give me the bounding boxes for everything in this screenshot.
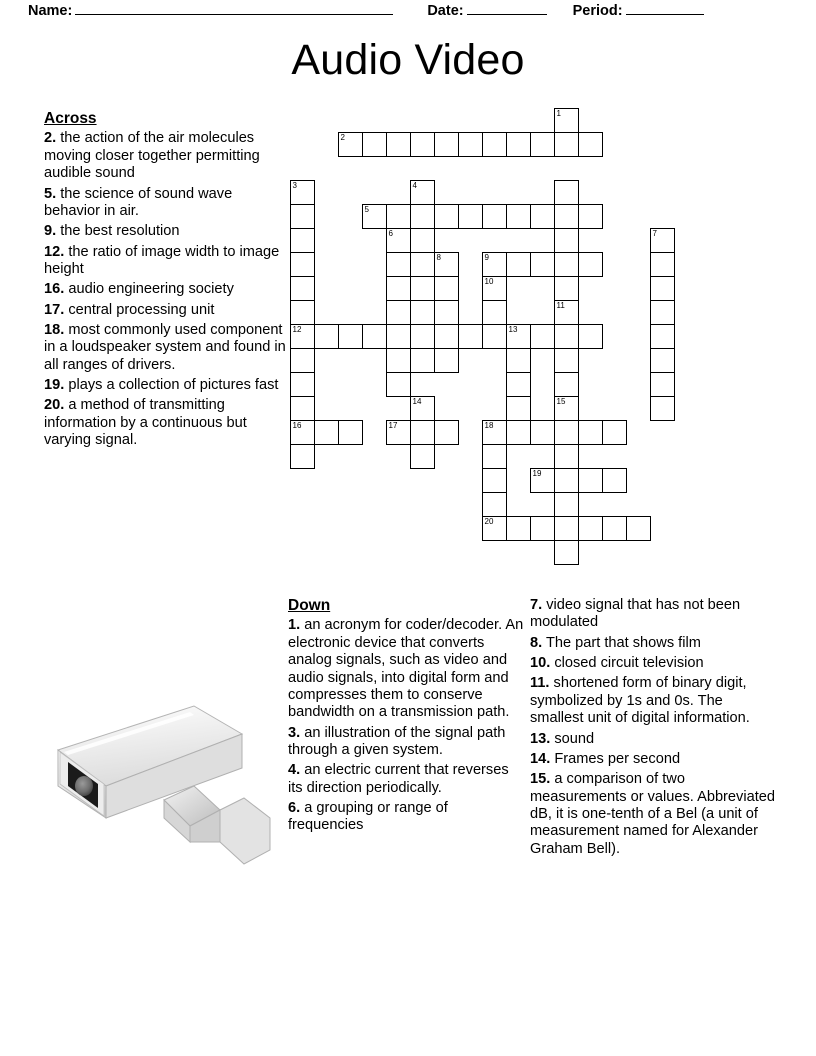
crossword-cell[interactable] [554,468,579,493]
down-clue [530,655,775,672]
across-clue [44,302,286,319]
down-clue [288,800,524,835]
cell-number: 3 [292,181,297,190]
clue-number: 8. [530,634,543,651]
crossword-cell[interactable] [506,132,531,157]
down-clue [530,675,775,727]
crossword-cell[interactable] [602,468,627,493]
clue-text: a grouping or range of frequencies [288,800,448,834]
crossword-cell[interactable] [554,132,579,157]
crossword-cell[interactable] [530,252,555,277]
crossword-cell[interactable] [386,276,411,301]
period-blank-line[interactable] [626,2,704,15]
crossword-cell[interactable] [506,420,531,445]
clue-text: most commonly used component in a loudspeaker system and found in all ranges of drivers. [44,322,286,373]
crossword-cell[interactable] [482,324,507,349]
crossword-cell[interactable] [434,420,459,445]
clue-number: 7. [530,597,543,613]
down-clue [288,725,524,760]
crossword-cell[interactable] [482,468,507,493]
down-clue [530,771,775,858]
cell-number: 2 [340,133,345,142]
crossword-cell[interactable] [314,324,339,349]
cell-number: 19 [532,469,542,478]
crossword-cell[interactable] [410,180,435,205]
crossword-cell[interactable] [290,348,315,373]
crossword-cell[interactable] [410,324,435,349]
clue-text: a method of transmitting information by a continuous but varying signal. [44,397,247,449]
down-clue [530,635,775,652]
crossword-cell[interactable] [650,228,675,253]
name-field [28,2,393,19]
crossword-cell[interactable] [650,324,675,349]
down-clues-column-2 [530,597,775,861]
clue-number: 6. [288,800,301,817]
crossword-cell[interactable] [410,228,435,253]
crossword-cell[interactable] [434,324,459,349]
crossword-cell[interactable] [434,276,459,301]
clue-text: shortened form of binary digit, symbolized by 1s and 0s. The smallest unit of digital information. [530,675,750,727]
clue-number: 3. [288,724,301,741]
clue-text: the science of sound wave behavior in air. [44,185,233,219]
header-fields [28,2,788,19]
crossword-cell[interactable] [650,396,675,421]
crossword-cell[interactable] [506,516,531,541]
clue-text: an illustration of the signal path through a given system. [288,724,506,758]
crossword-cell[interactable] [626,516,651,541]
crossword-cell[interactable] [386,372,411,397]
crossword-cell[interactable] [290,180,315,205]
clue-text: the ratio of image width to image height [44,243,280,277]
clue-number: 5. [44,185,57,202]
crossword-cell[interactable] [530,468,555,493]
crossword-cell[interactable] [290,420,315,445]
cell-number: 4 [412,181,417,190]
crossword-cell[interactable] [434,204,459,229]
crossword-cell[interactable] [554,348,579,373]
clue-number: 1. [288,617,301,634]
crossword-cell[interactable] [554,276,579,301]
crossword-cell[interactable] [506,324,531,349]
crossword-cell[interactable] [290,444,315,469]
crossword-cell[interactable] [554,300,579,325]
crossword-cell[interactable] [554,108,579,133]
period-field [573,2,704,19]
clue-number: 19. [44,377,65,394]
cell-number: 14 [412,397,422,406]
across-clue [44,377,286,394]
cell-number: 18 [484,421,494,430]
down-clue [530,731,775,748]
crossword-cell[interactable] [578,132,603,157]
crossword-cell[interactable] [386,132,411,157]
crossword-cell[interactable] [290,372,315,397]
crossword-cell[interactable] [290,276,315,301]
cell-number: 9 [484,253,489,262]
cell-number: 12 [292,325,302,334]
crossword-cell[interactable] [482,204,507,229]
crossword-cell[interactable] [410,276,435,301]
crossword-cell[interactable] [506,252,531,277]
period-label: Period: [572,3,623,19]
clue-text: Frames per second [550,750,681,767]
across-clue [44,322,286,374]
across-heading: Across [44,110,97,127]
clue-text: audio engineering society [64,281,234,298]
clue-text: video signal that has not been modulated [530,597,741,631]
crossword-cell[interactable] [290,300,315,325]
crossword-cell[interactable] [386,228,411,253]
down-clue [288,617,524,721]
crossword-cell[interactable] [530,204,555,229]
clue-text: the action of the air molecules moving closer together permitting audible sound [44,130,260,182]
clue-number: 17. [44,301,65,318]
crossword-cell[interactable] [290,324,315,349]
clue-text: central processing unit [64,301,215,318]
down-clues-column-1 [288,597,524,838]
crossword-cell[interactable] [554,540,579,565]
crossword-cell[interactable] [482,276,507,301]
crossword-cell[interactable] [434,252,459,277]
clue-text: sound [550,730,595,747]
clue-text: an acronym for coder/decoder. An electronic device that converts analog signals, such as video and audio signals, into digital form and compresses them to conserve bandwidth on a transmission path. [288,617,524,721]
crossword-cell[interactable] [482,516,507,541]
clue-number: 16. [44,281,65,298]
crossword-cell[interactable] [554,420,579,445]
across-clue [44,281,286,298]
security-camera-icon [44,690,290,870]
cell-number: 7 [652,229,657,238]
across-clues-column [44,110,286,453]
crossword-cell[interactable] [386,204,411,229]
crossword-cell[interactable] [602,516,627,541]
crossword-cell[interactable] [482,300,507,325]
crossword-cell[interactable] [386,420,411,445]
crossword-grid[interactable] [290,108,676,586]
crossword-cell[interactable] [554,180,579,205]
across-clue [44,186,286,221]
crossword-cell[interactable] [434,300,459,325]
crossword-cell[interactable] [578,324,603,349]
crossword-cell[interactable] [602,420,627,445]
crossword-cell[interactable] [410,132,435,157]
cell-number: 16 [292,421,302,430]
name-label: Name: [28,3,73,19]
crossword-cell[interactable] [290,252,315,277]
crossword-cell[interactable] [386,252,411,277]
crossword-cell[interactable] [578,252,603,277]
crossword-cell[interactable] [650,348,675,373]
crossword-cell[interactable] [578,420,603,445]
down-clue-list-1 [288,617,524,834]
crossword-cell[interactable] [362,324,387,349]
crossword-cell[interactable] [554,228,579,253]
crossword-cell[interactable] [482,492,507,517]
crossword-cell[interactable] [482,444,507,469]
cell-number: 6 [388,229,393,238]
crossword-cell[interactable] [410,420,435,445]
clue-number: 10. [530,655,551,672]
clue-number: 14. [530,750,551,767]
clue-text: the best resolution [56,223,180,240]
crossword-cell[interactable] [506,396,531,421]
crossword-cell[interactable] [338,132,363,157]
cell-number: 10 [484,277,494,286]
crossword-cell[interactable] [290,204,315,229]
across-clue [44,223,286,240]
name-blank-line[interactable] [75,2,393,15]
crossword-cell[interactable] [458,132,483,157]
crossword-cell[interactable] [290,396,315,421]
crossword-cell[interactable] [578,516,603,541]
crossword-cell[interactable] [554,372,579,397]
crossword-cell[interactable] [650,372,675,397]
crossword-cell[interactable] [530,132,555,157]
crossword-cell[interactable] [314,420,339,445]
crossword-cell[interactable] [410,300,435,325]
down-clue [288,762,524,797]
down-clue [530,751,775,768]
cell-number: 1 [556,109,561,118]
clue-number: 15. [530,771,551,788]
page-title: Audio Video [291,36,525,84]
cell-number: 17 [388,421,398,430]
crossword-cell[interactable] [458,324,483,349]
clue-text: a comparison of two measurements or values. Abbreviated dB, it is one-tenth of a Bel (a unit of measurement named for Alexander Graham Bell). [530,771,775,857]
crossword-cell[interactable] [410,252,435,277]
cell-number: 15 [556,397,566,406]
crossword-cell[interactable] [386,348,411,373]
crossword-cell[interactable] [482,132,507,157]
clue-number: 4. [288,762,301,779]
cell-number: 20 [484,517,494,526]
clue-text: closed circuit television [550,655,704,672]
clue-number: 13. [530,730,551,747]
across-clue [44,130,286,182]
crossword-cell[interactable] [554,516,579,541]
crossword-cell[interactable] [554,444,579,469]
clue-text: an electric current that reverses its direction periodically. [288,762,509,796]
across-clue [44,244,286,279]
clue-text: The part that shows film [542,634,701,651]
crossword-cell[interactable] [362,204,387,229]
crossword-cell[interactable] [554,204,579,229]
crossword-cell[interactable] [362,132,387,157]
crossword-cell[interactable] [458,204,483,229]
across-clue [44,397,286,449]
crossword-cell[interactable] [506,348,531,373]
crossword-cell[interactable] [578,468,603,493]
crossword-cell[interactable] [554,324,579,349]
date-label: Date: [427,3,464,19]
crossword-cell[interactable] [554,396,579,421]
crossword-cell[interactable] [650,300,675,325]
crossword-cell[interactable] [650,252,675,277]
clue-text: plays a collection of pictures fast [64,377,279,394]
clue-number: 11. [530,675,550,692]
crossword-cell[interactable] [482,252,507,277]
security-camera-image [44,690,290,870]
crossword-cell[interactable] [554,252,579,277]
crossword-cell[interactable] [506,204,531,229]
crossword-cell[interactable] [338,420,363,445]
crossword-cell[interactable] [530,516,555,541]
clue-number: 12. [44,243,65,260]
crossword-cell[interactable] [338,324,363,349]
clue-number: 9. [44,223,57,240]
crossword-cell[interactable] [290,228,315,253]
crossword-cell[interactable] [410,444,435,469]
crossword-cell[interactable] [554,492,579,517]
cell-number: 13 [508,325,518,334]
crossword-cell[interactable] [506,372,531,397]
crossword-cell[interactable] [410,204,435,229]
cell-number: 8 [436,253,441,262]
crossword-cell[interactable] [434,348,459,373]
crossword-cell[interactable] [530,324,555,349]
date-blank-line[interactable] [467,2,547,15]
clue-number: 18. [44,322,65,339]
date-field [427,2,546,19]
down-clue [530,597,775,632]
clue-number: 20. [44,397,65,414]
crossword-cell[interactable] [650,276,675,301]
down-heading: Down [288,597,331,614]
crossword-cell[interactable] [434,132,459,157]
down-clue-list-2 [530,597,775,858]
clue-number: 2. [44,130,57,147]
cell-number: 11 [556,301,565,310]
crossword-cell[interactable] [482,420,507,445]
crossword-cell[interactable] [530,420,555,445]
crossword-cell[interactable] [410,396,435,421]
across-clue-list [44,130,286,449]
cell-number: 5 [364,205,369,214]
crossword-cell[interactable] [410,348,435,373]
crossword-cell[interactable] [386,300,411,325]
crossword-cell[interactable] [386,324,411,349]
crossword-cell[interactable] [578,204,603,229]
